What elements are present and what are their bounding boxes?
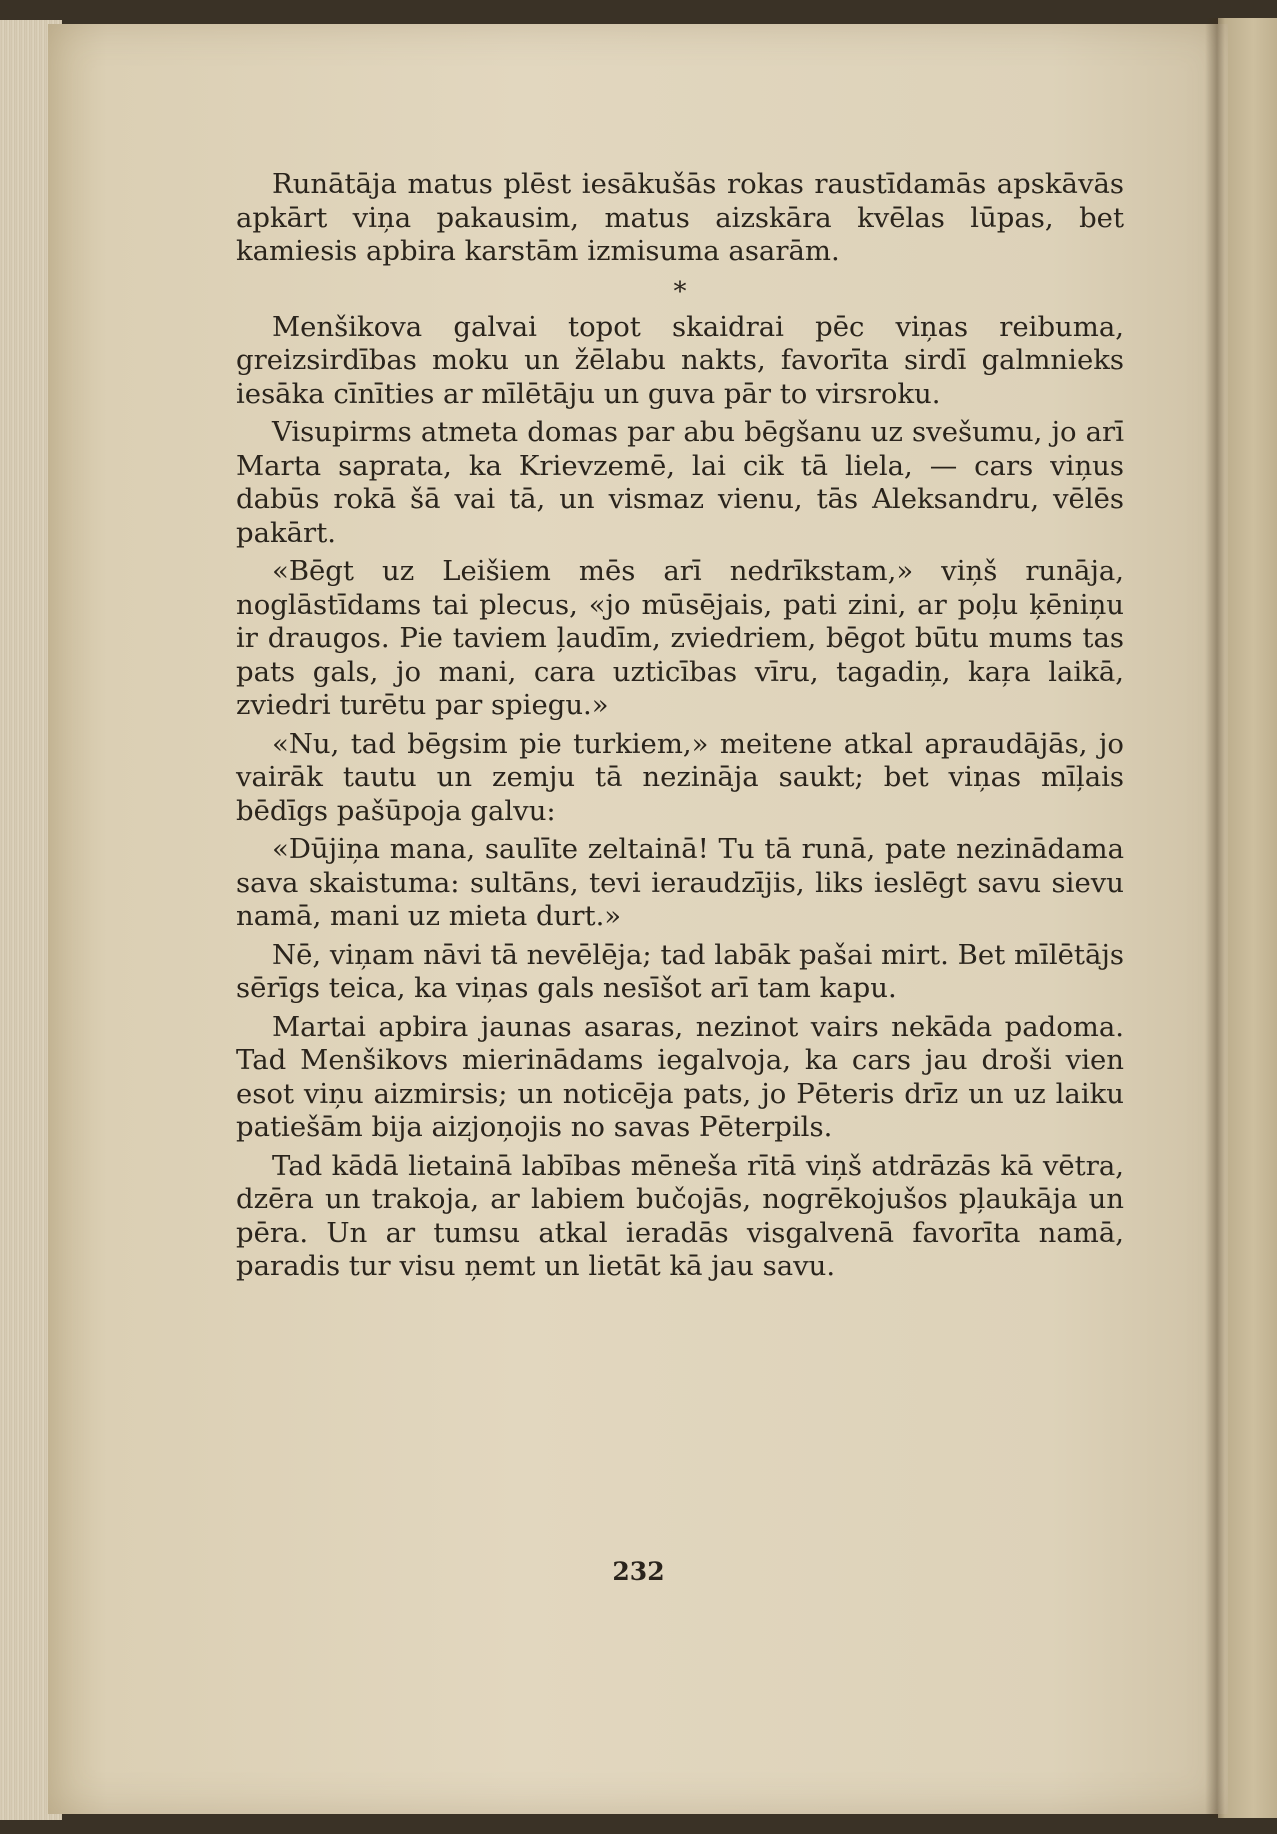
paragraph: Martai apbira jaunas asaras, nezinot vairs nekāda padoma. Tad Menšikovs mierinādams iegalvoja, ka cars jau droši vien esot viņu aizmirsis; un noticēja pats, jo Pēteris drīz un uz laiku patiešām bija aizjoņojis no savas Pēterpils. [236, 1010, 1124, 1143]
page-text [236, 168, 1124, 1289]
page-number: 232 [612, 1557, 665, 1586]
paragraph: Visupirms atmeta domas par abu bēgšanu uz svešumu, jo arī Marta saprata, ka Krievzemē, lai cik tā liela, — cars viņus dabūs rokā šā vai tā, un vismaz vienu, tās Aleksandru, vēlēs pakārt. [236, 416, 1124, 549]
paragraph: «Nu, tad bēgsim pie turkiem,» meitene atkal apraudājās, jo vairāk tautu un zemju tā nezināja saukt; bet viņas mīļais bēdīgs pašūpoja galvu: [236, 727, 1124, 827]
book-gutter-shadow [1205, 18, 1225, 1818]
paragraph: «Dūjiņa mana, saulīte zeltainā! Tu tā runā, pate nezinādama sava skaistuma: sultāns, tevi ieraudzījis, liks ieslēgt savu sievu namā, mani uz mieta durt.» [236, 833, 1124, 932]
paragraph: «Bēgt uz Leišiem mēs arī nedrīkstam,» viņš runāja, noglāstīdams tai plecus, «jo mūsējais, pati zini, ar poļu ķēniņu ir draugos. Pie taviem ļaudīm, zviedriem, bēgot būtu mums tas pats gals, jo mani, cara uzticības vīru, tagadiņ, kaŗa laikā, zviedri turētu par spiegu.» [236, 555, 1124, 721]
paragraph: Nē, viņam nāvi tā nevēlēja; tad labāk pašai mirt. Bet mīlētājs sērīgs teica, ka viņas gals nesīšot arī tam kapu. [236, 938, 1124, 1004]
paragraph: Menšikova galvai topot skaidrai pēc viņas reibuma, greizsirdības moku un žēlabu nakts, favorīta sirdī galmnieks iesāka cīnīties ar mīlētāju un guva pār to virsroku. [236, 310, 1124, 410]
paragraph: Runātāja matus plēst iesākušās rokas raustīdamās apskāvās apkārt viņa pakausim, matus aizskāra kvēlas lūpas, bet kamiesis apbira karstām izmisuma asarām. [236, 168, 1124, 267]
paragraph: Tad kādā lietainā labības mēneša rītā viņš atdrāzās kā vētra, dzēra un trakoja, ar labiem bučojās, nogrēkojušos pļaukāja un pēra. Un ar tumsu atkal ieradās visgalvenā favorīta namā, paradis tur visu ņemt un lietāt kā jau savu. [236, 1149, 1124, 1282]
section-break-asterisk: * [673, 276, 687, 307]
